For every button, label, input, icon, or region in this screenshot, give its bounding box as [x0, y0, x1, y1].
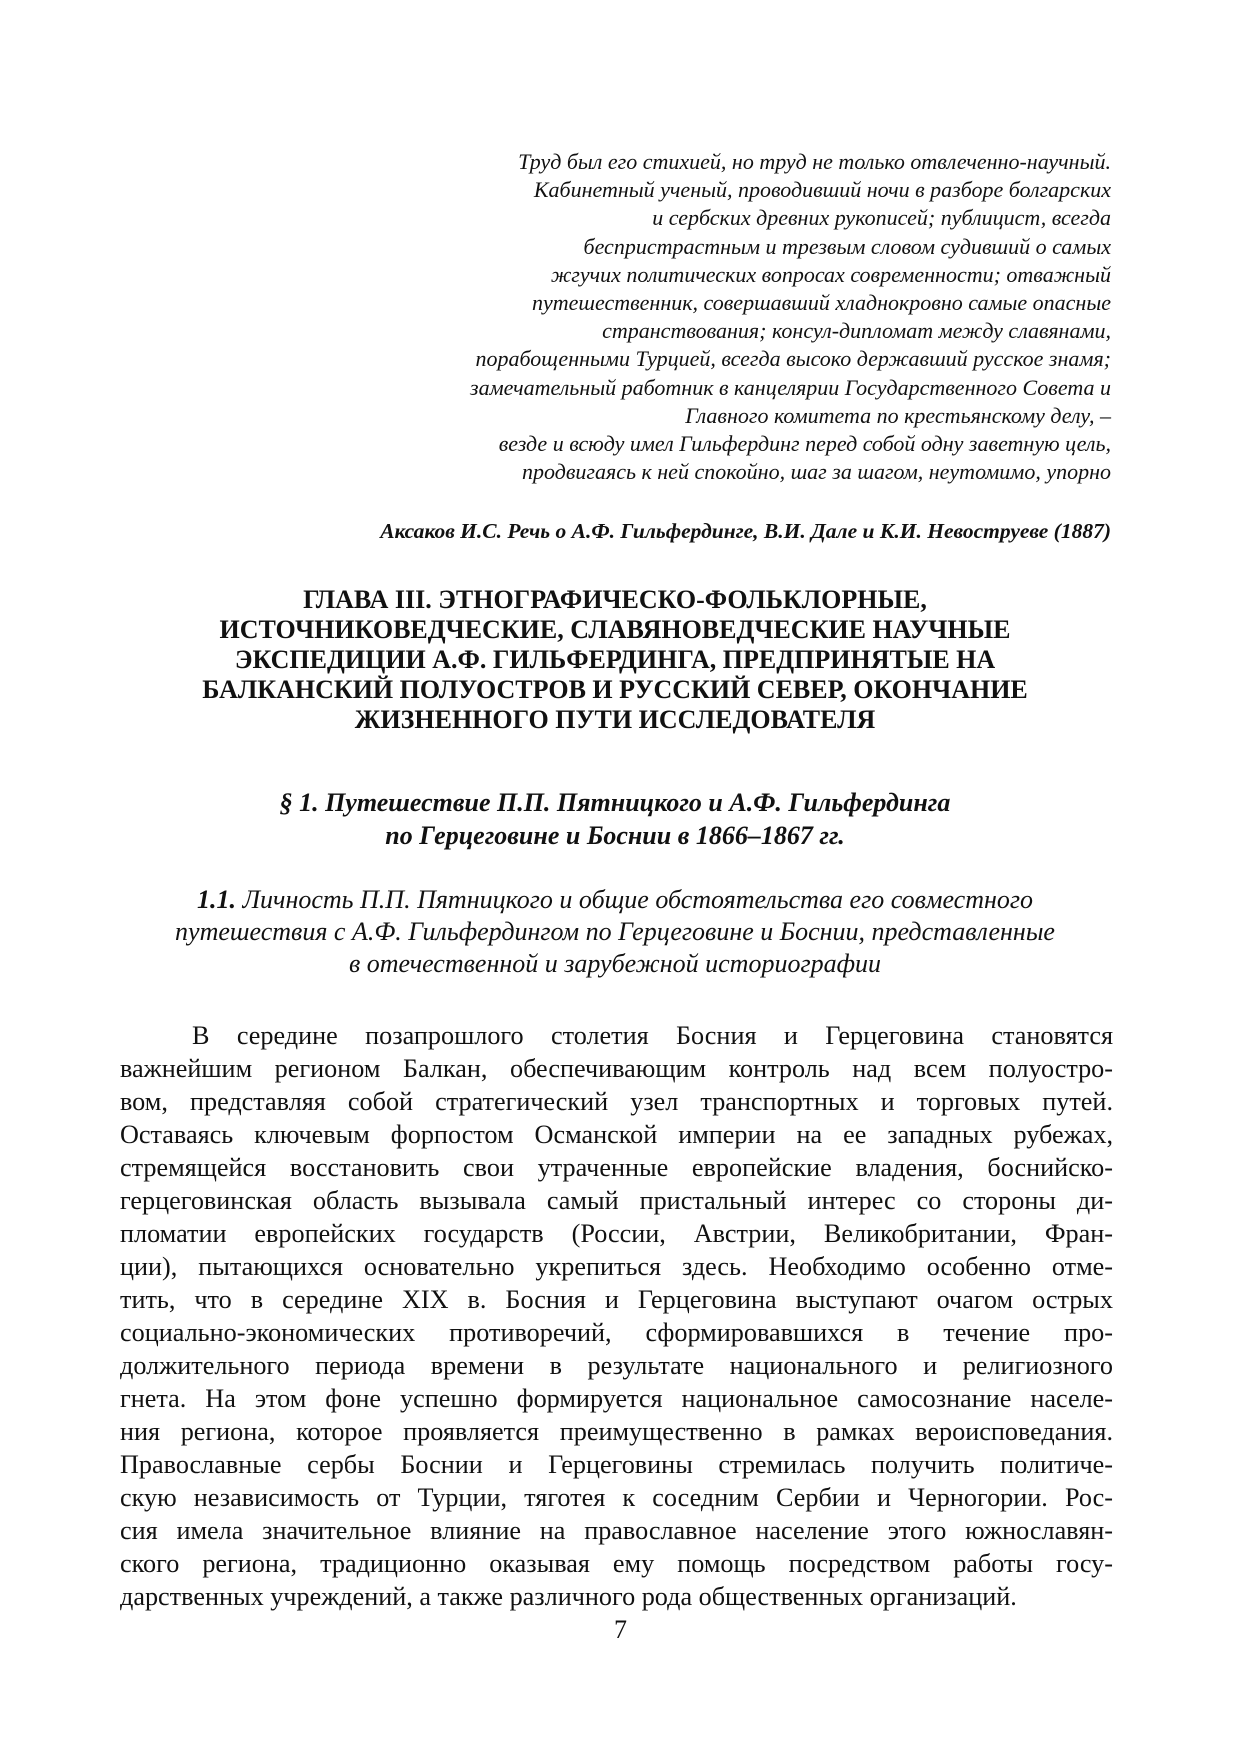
body-line: скую независимость от Турции, тяготея к соседним Сербии и Черногории. Рос-: [120, 1483, 1113, 1512]
body-line: гнета. На этом фоне успешно формируется национальное самосознание населе-: [120, 1384, 1113, 1413]
epigraph-line: странствования; консул-дипломат между славянами,: [602, 318, 1111, 344]
epigraph-line: и сербских древних рукописей; публицист, всегда: [652, 205, 1111, 231]
body-line: стремящейся восстановить свои утраченные европейские владения, боснийско-: [120, 1153, 1113, 1182]
section-title-line: по Герцеговине и Боснии в 1866–1867 гг.: [385, 821, 845, 850]
body-line: В середине позапрошлого столетия Босния и Герцеговина становятся: [192, 1021, 1113, 1050]
body-line: пломатии европейских государств (России, Австрии, Великобритании, Фран-: [120, 1219, 1113, 1248]
epigraph-line: замечательный работник в канцелярии Государственного Совета и: [470, 374, 1111, 400]
epigraph-line: Кабинетный ученый, проводивший ночи в разборе болгарских: [533, 177, 1111, 203]
subsection-number: 1.1.: [196, 885, 236, 914]
chapter-title-line: ЭКСПЕДИЦИИ А.Ф. ГИЛЬФЕРДИНГА, ПРЕДПРИНЯТЫЕ НА: [234, 645, 996, 674]
epigraph-attribution: Аксаков И.С. Речь о А.Ф. Гильфердинге, В.И. Дале и К.И. Невоструеве (1887): [380, 519, 1111, 543]
body-line: ния региона, которое проявляется преимущественно в рамках вероисповедания.: [120, 1417, 1113, 1446]
body-line: Православные сербы Боснии и Герцеговины стремилась получить политиче-: [120, 1450, 1113, 1479]
chapter-title-line: ИСТОЧНИКОВЕДЧЕСКИЕ, СЛАВЯНОВЕДЧЕСКИЕ НАУЧНЫЕ: [219, 615, 1011, 644]
body-line: вом, представляя собой стратегический узел транспортных и торговых путей.: [120, 1087, 1113, 1116]
section-title: [120, 786, 1110, 852]
body-line: Оставаясь ключевым форпостом Османской империи на ее западных рубежах,: [120, 1120, 1113, 1149]
epigraph-line: порабощенными Турцией, всегда высоко державший русское знамя;: [475, 346, 1111, 372]
epigraph-line: Главного комитета по крестьянскому делу, –: [685, 402, 1111, 428]
subsection-title-text: Личность П.П. Пятницкого и общие обстоятельства его совместного: [242, 885, 1034, 914]
chapter-title: [120, 585, 1110, 735]
body-line: ского региона, традиционно оказывая ему помощь посредством работы госу-: [120, 1549, 1113, 1578]
body-line: дарственных учреждений, а также различного рода общественных организаций.: [120, 1582, 1017, 1611]
body-line: тить, что в середине XIX в. Босния и Герцеговина выступают очагом острых: [120, 1285, 1113, 1314]
epigraph-line: путешественник, совершавший хладнокровно самые опасные: [531, 290, 1111, 316]
epigraph-line: жгучих политических вопросах современности; отважный: [550, 261, 1111, 287]
epigraph-line: везде и всюду имел Гильфердинг перед собой одну заветную цель,: [498, 431, 1111, 457]
subsection-title-line: в отечественной и зарубежной историографии: [348, 949, 882, 978]
epigraph-line: продвигаясь к ней спокойно, шаг за шагом, неутомимо, упорно: [522, 459, 1111, 485]
body-paragraph: [120, 1019, 1113, 1613]
chapter-title-line: ЖИЗНЕННОГО ПУТИ ИССЛЕДОВАТЕЛЯ: [354, 705, 876, 734]
subsection-title: [120, 884, 1110, 980]
body-line: ции), пытающихся основательно укрепиться здесь. Необходимо особенно отме-: [120, 1252, 1113, 1281]
body-line: должительного периода времени в результате национального и религиозного: [120, 1351, 1113, 1380]
epigraph-line: беспристрастным и трезвым словом судивший о самых: [583, 233, 1111, 259]
chapter-title-line: БАЛКАНСКИЙ ПОЛУОСТРОВ И РУССКИЙ СЕВЕР, ОКОНЧАНИЕ: [202, 675, 1028, 704]
chapter-title-line: ГЛАВА III. ЭТНОГРАФИЧЕСКО-ФОЛЬКЛОРНЫЕ,: [303, 585, 927, 614]
section-title-line: § 1. Путешествие П.П. Пятницкого и А.Ф. Гильфердинга: [279, 788, 951, 817]
page-number: 7: [614, 1615, 627, 1644]
body-line: важнейшим регионом Балкан, обеспечивающим контроль над всем полуостро-: [120, 1054, 1113, 1083]
epigraph-line: Труд был его стихией, но труд не только отвлеченно-научный.: [518, 149, 1111, 174]
body-line: социально-экономических противоречий, сформировавшихся в течение про-: [120, 1318, 1113, 1347]
subsection-title-line: путешествия с А.Ф. Гильфердингом по Герцеговине и Боснии, представленные: [175, 917, 1055, 946]
epigraph: [291, 148, 1111, 486]
subsection-title-line: [120, 884, 1110, 916]
body-line: герцеговинская область вызывала самый пристальный интерес со стороны ди-: [120, 1186, 1113, 1215]
body-line: сия имела значительное влияние на православное население этого южнославян-: [120, 1516, 1113, 1545]
